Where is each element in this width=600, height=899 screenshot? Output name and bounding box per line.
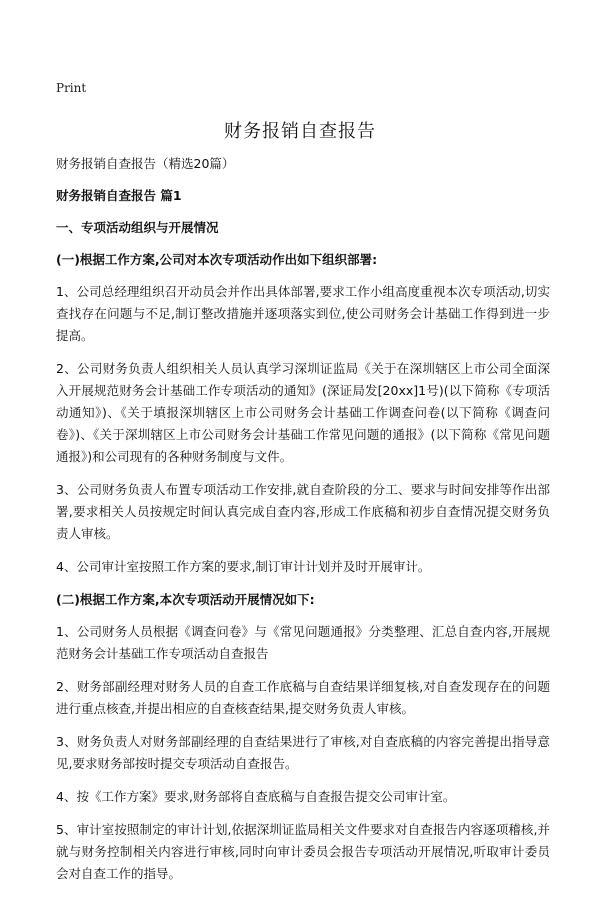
part-1-item: 1、公司总经理组织召开动员会并作出具体部署,要求工作小组高度重视本次专项活动,切实查找存在问题与不足,制订整改措施并逐项落实到位,使公司财务会计基础工作得到进一步提高。 xyxy=(56,284,550,343)
part-1-heading: (一)根据工作方案,公司对本次专项活动作出如下组织部署: xyxy=(56,252,378,267)
document-body xyxy=(56,153,550,896)
part-2-heading: (二)根据工作方案,本次专项活动开展情况如下: xyxy=(56,592,315,607)
part-1-item: 3、公司财务负责人布置专项活动工作安排,就自查阶段的分工、要求与时间安排等作出部署,要求相关人员按规定时间认真完成自查内容,形成工作底稿和初步自查情况提交财务负责人审核。 xyxy=(56,482,550,541)
part-2-item: 2、财务部副经理对财务人员的自查工作底稿与自查结果详细复核,对自查发现存在的问题进行重点核查,并提出相应的自查核查结果,提交财务负责人审核。 xyxy=(56,679,550,716)
part-1-item: 2、公司财务负责人组织相关人员认真学习深圳证监局《关于在深圳辖区上市公司全面深入开展规范财务会计基础工作专项活动的通知》(深证局发[20xx]1号)(以下简称《专项活动通知》)、《关于填报深圳辖区上市公司财务会计基础工作调查问卷(以下简称《调查问卷》)、《关于深圳辖区上市公司财务会计基础工作常见问题的通报》(以下简称《常见问题通报》)和公司现有的各种财务制度与文件。 xyxy=(56,361,550,464)
document-subtitle: 财务报销自查报告（精选20篇） xyxy=(56,156,235,171)
section-heading: 一、专项活动组织与开展情况 xyxy=(56,220,219,235)
part-2-item: 1、公司财务人员根据《调查问卷》与《常见问题通报》分类整理、汇总自查内容,开展规范财务会计基础工作专项活动自查报告 xyxy=(56,624,550,661)
document-title: 财务报销自查报告 xyxy=(224,121,376,142)
part-1-item: 4、公司审计室按照工作方案的要求,制订审计计划并及时开展审计。 xyxy=(56,559,431,574)
part-2-item: 3、财务负责人对财务部副经理的自查结果进行了审核,对自查底稿的内容完善提出指导意见,要求财务部按时提交专项活动自查报告。 xyxy=(56,734,550,771)
part-2-item: 5、审计室按照制定的审计计划,依据深圳证监局相关文件要求对自查报告内容逐项稽核,并就与财务控制相关内容进行审核,同时向审计委员会报告专项活动开展情况,听取审计委员会对自查工作的指导。 xyxy=(56,822,550,881)
part-2-item: 4、按《工作方案》要求,财务部将自查底稿与自查报告提交公司审计室。 xyxy=(56,789,456,804)
print-label: Print xyxy=(56,81,87,95)
article-heading: 财务报销自查报告 篇1 xyxy=(56,188,182,203)
